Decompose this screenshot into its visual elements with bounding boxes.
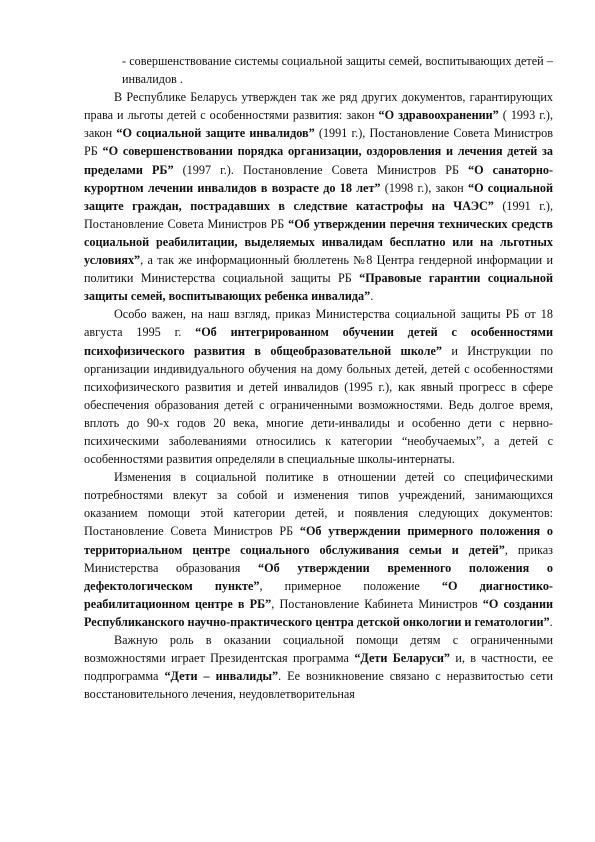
text-run: . Ее возникновение связано с неразвитостью сети восстановительного лечения, неудовлетворительная bbox=[84, 669, 553, 702]
bold-document-title: “Дети – инвалиды” bbox=[164, 669, 279, 684]
text-run: (1997 г.). Постановление Совета Министров РБ bbox=[173, 162, 469, 177]
bold-document-title: “О здравоохранении” bbox=[378, 108, 499, 123]
text-run: (1991 г.), Постановление Совета Министров РБ bbox=[84, 198, 553, 231]
bold-document-title: “О создании Республиканского научно-практического центра детской онкологии и гематологии” bbox=[84, 596, 553, 629]
bold-document-title: “О совершенствовании порядка организации, оздоровления и лечения детей за пределами РБ” bbox=[84, 144, 554, 177]
text-run: Особо важен, на наш взгляд, приказ Министерства социальной защиты РБ от 18 августа 1995 г. bbox=[84, 307, 553, 340]
bold-document-title: “Правовые гарантии социальной защиты семей, воспитывающих ребенка инвалида” bbox=[84, 271, 553, 304]
bold-document-title: “О диагностико-реабилитационном центре в РБ” bbox=[84, 578, 553, 611]
paragraph bbox=[84, 468, 553, 631]
text-run: , приказ Министерства образования bbox=[84, 542, 553, 575]
bold-document-title: “О санаторно-курортном лечении инвалидов в возрасте до 18 лет” bbox=[84, 162, 554, 195]
text-run: Важную роль в оказании социальной помощи детям с ограниченными возможностями играет Президентская программа bbox=[84, 633, 553, 666]
text-run: , примерное положение bbox=[259, 578, 442, 593]
text-run: и, в частности, ее подпрограмма bbox=[84, 651, 553, 684]
bold-document-title: “Об утверждении перечня технических средств социальной реабилитации, выделяемых инвалидам бесплатно или на льготных условиях” bbox=[84, 216, 553, 268]
bold-document-title: “Дети Беларуси” bbox=[354, 651, 450, 666]
bold-document-title: “О социальной защите граждан, пострадавших в следствие катастрофы на ЧАЭС” bbox=[84, 180, 553, 213]
text-run: . bbox=[370, 289, 374, 304]
text-run: В Республике Беларусь утвержден так же ряд других документов, гарантирующих права и льготы детей с особенностями развития: закон bbox=[84, 90, 553, 123]
document-page bbox=[84, 52, 553, 703]
bold-document-title: “Об интегрированном обучении детей с особенностями психофизического развития в общеобразовательной школе” bbox=[84, 325, 553, 358]
bold-document-title: “О социальной защите инвалидов” bbox=[116, 126, 315, 141]
text-run: . bbox=[549, 614, 553, 629]
paragraph bbox=[84, 88, 553, 305]
text-run: (1998 г.), закон bbox=[380, 180, 468, 195]
text-run: - совершенствование системы социальной защиты семей, воспитывающих детей –инвалидов . bbox=[122, 54, 553, 87]
text-run: ( 1993 г.), закон bbox=[84, 108, 553, 141]
paragraph bbox=[84, 631, 553, 703]
text-run: (1991 г.), Постановление Совета Министров РБ bbox=[84, 126, 553, 159]
bold-document-title: “Об утверждении примерного положения о территориальном центре социального обслуживания семьи и детей” bbox=[84, 524, 553, 557]
text-run: , Постановление Кабинета Министров bbox=[271, 596, 483, 611]
paragraph bbox=[84, 305, 553, 468]
paragraph bbox=[84, 52, 553, 88]
text-run: , а так же информационный бюллетень №8 Центра гендерной информации и политики Министерства социальной защиты РБ bbox=[84, 253, 553, 286]
bold-document-title: “Об утверждении временного положения о дефектологическом пункте” bbox=[84, 560, 553, 593]
text-run: и Инструкции по организации индивидуального обучения на дому больных детей, детей с особенностями психофизического развития и детей инвалидов (1995 г.), как явный прогресс в сфере обеспечения образования детей с ограниченными возможностями. Ведь долгое время, вплоть до 90-х годов 20 века, многие дети-инвалиды и особенно дети с нервно-психическими заболеваниями относились к категории “необучаемых”, а детей с особенностями развития определяли в специальные школы-интернаты. bbox=[84, 343, 553, 467]
text-run: Изменения в социальной политике в отношении детей со специфическими потребностями влекут за собой и изменения типов учреждений, занимающихся оказанием помощи этой категории детей, и появления следующих документов: Постановление Совета Министров РБ bbox=[84, 470, 553, 539]
